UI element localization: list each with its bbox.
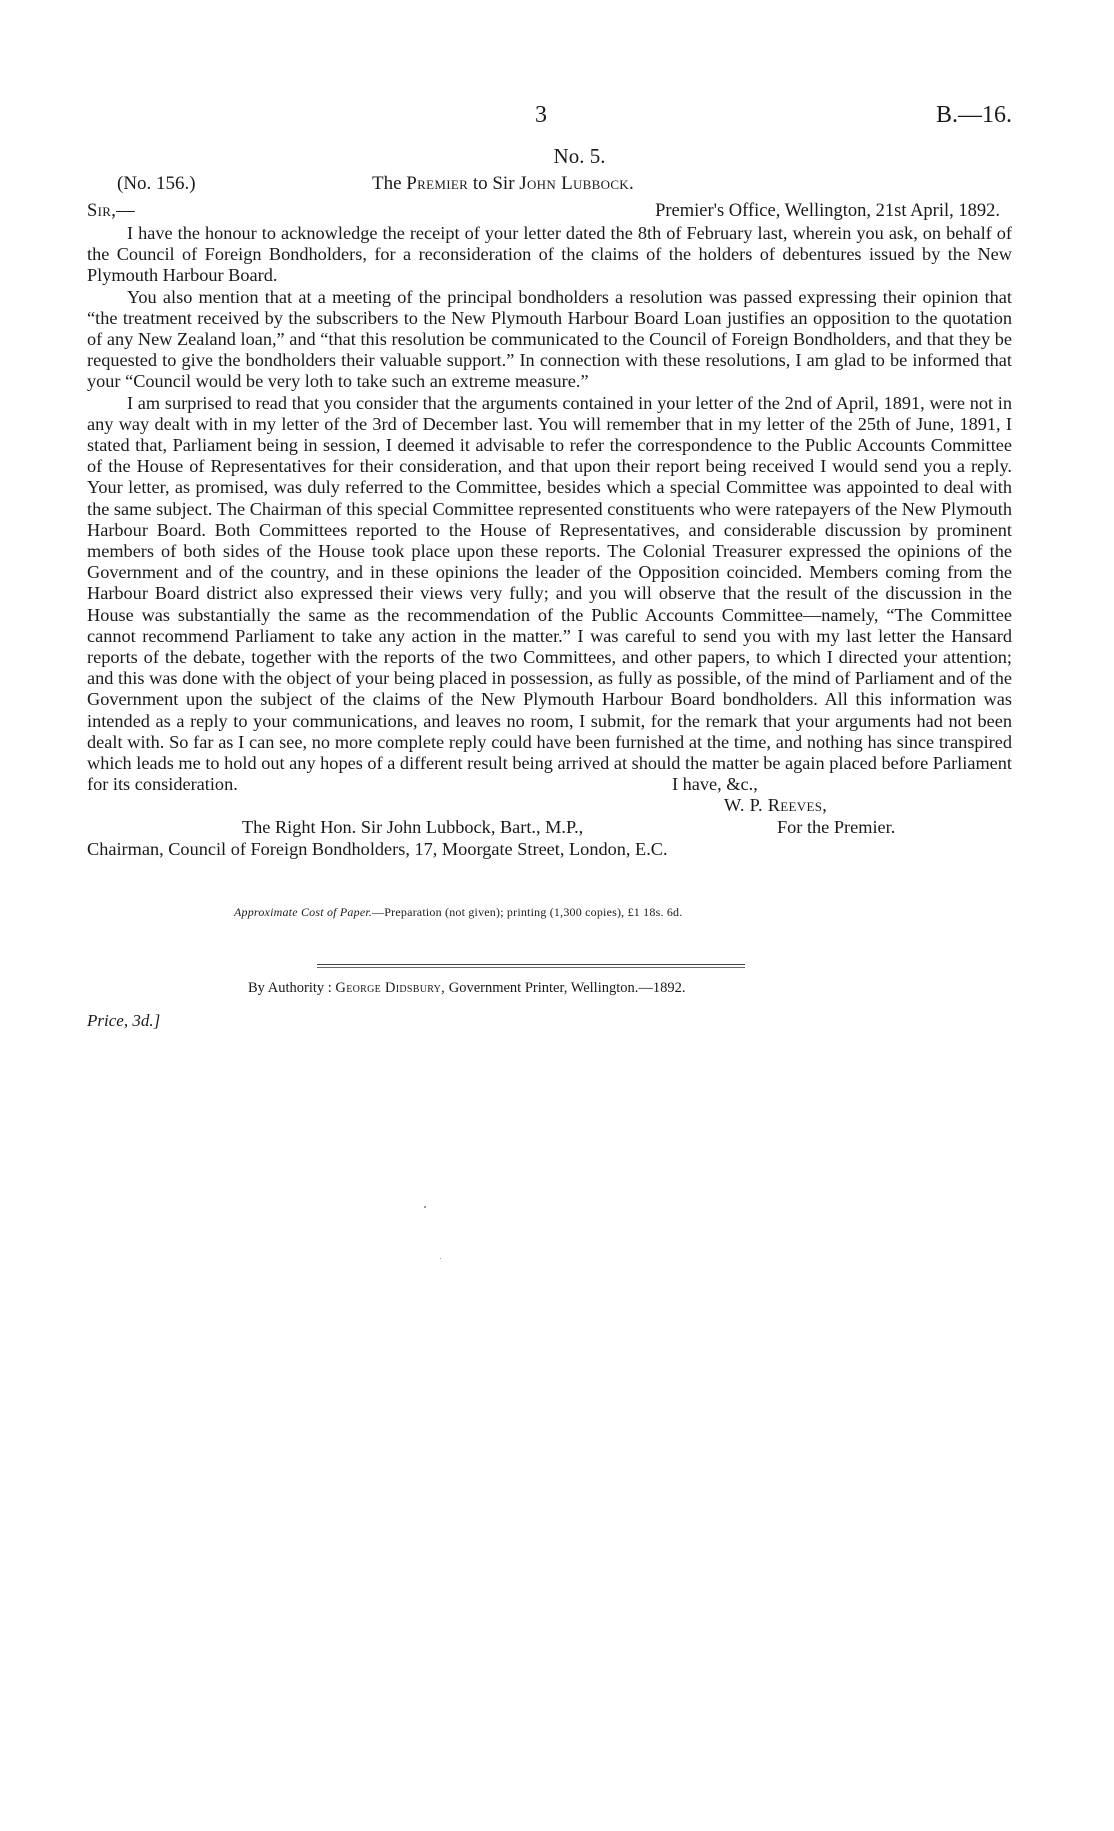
title-to: John Lubbock.	[519, 173, 635, 194]
page-header	[87, 100, 1012, 140]
paper-speck	[424, 1206, 426, 1208]
cost-note	[234, 905, 1012, 920]
paragraph: I am surprised to read that you consider that the arguments contained in your letter of the 2nd of April, 1891, were not in any way dealt with in my letter of the 3rd of December last. You will remember that in my letter of the 25th of June, 1891, I stated that, Parliament being in session, I deemed it advisable to refer the correspondence to the Public Accounts Committee of the House of Representatives for their consideration, and that upon their report being received I would send you a reply. Your letter, as promised, was duly referred to the Committee, besides which a special Committee was appointed to deal with the same subject. The Chairman of this special Committee represented constituents who were ratepayers of the New Plymouth Harbour Board. Both Committees reported to the House of Representatives, and considerable discussion by prominent members of both sides of the House took place upon these reports. The Colonial Treasurer expressed the opinions of the Government and of the country, and in these opinions the leader of the Opposition coincided. Members coming from the Harbour Board district also expressed their views very fully; and you will observe that the result of the discussion in the House was substantially the same as the recommendation of the Public Accounts Committee—namely, “The Committee cannot recommend Parliament to take any action in the matter.” I was careful to send you with my last letter the Hansard reports of the debate, together with the reports of the two Committees, and other papers, to which I directed your attention; and this was done with the object of your being placed in possession, as fully as possible, of the mind of Parliament and of the Government upon the subject of the claims of the New Plymouth Harbour Board bondholders. All this information was intended as a reply to your communications, and leaves no room, I submit, for the remark that your arguments had not been dealt with. So far as I can see, no more complete reply could have been furnished at the time, and nothing has since transpired which leads me to hold out any hopes of a different result being arrived at should the matter be again placed before Parliament for its consideration.	[87, 392, 1012, 795]
paragraph: I have the honour to acknowledge the receipt of your letter dated the 8th of February last, wherein you ask, on behalf of the Council of Foreign Bondholders, for a reconsideration of the claims of the holders of debentures issued by the New Plymouth Harbour Board.	[87, 223, 1012, 286]
salutation-row	[87, 201, 1012, 223]
authority-suffix: Government Printer, Wellington.—1892.	[448, 980, 686, 997]
paragraph: You also mention that at a meeting of the principal bondholders a resolution was passed expressing their opinion that “the treatment received by the subscribers to the New Plymouth Harbour Board Loan justifies an opposition to the quotation of any New Zealand loan,” and “that this resolution be communicated to the Council of Foreign Bondholders, and that they be requested to give the bondholders their valuable support.” In connection with these resolutions, I am glad to be informed that your “Council would be very loth to take such an extreme measure.”	[87, 286, 1012, 392]
letter-title	[372, 173, 634, 195]
cost-label: Approximate Cost of Paper.	[234, 905, 373, 920]
salutation: Sir,—	[87, 201, 135, 221]
letter-closing	[87, 774, 1012, 883]
document-reference: B.—16.	[935, 102, 1012, 128]
document-number: No. 5.	[553, 144, 606, 168]
authority-prefix: By Authority :	[248, 980, 332, 997]
title-to-prefix: to Sir	[472, 173, 515, 194]
title-from: Premier	[406, 173, 469, 194]
letter-body	[87, 223, 1012, 795]
title-prefix: The	[372, 173, 402, 194]
paper-speck	[440, 1258, 441, 1259]
letter-number: (No. 156.)	[117, 173, 196, 194]
cost-text: —Preparation (not given); printing (1,300 copies), £1 18s. 6d.	[372, 905, 683, 920]
divider-rule	[317, 964, 745, 968]
signature: W. P. Reeves,	[724, 795, 828, 816]
letter-heading	[87, 173, 1012, 199]
page-number: 3	[535, 102, 547, 128]
printer-name: George Didsbury,	[335, 980, 446, 997]
for-premier: For the Premier.	[777, 817, 896, 838]
page-content	[87, 100, 1012, 1031]
printer-authority	[248, 980, 1012, 997]
addressee-line-1: The Right Hon. Sir John Lubbock, Bart., M.P.,	[242, 817, 584, 838]
address-date: Premier's Office, Wellington, 21st April, 1892.	[655, 201, 1000, 221]
addressee-line-2: Chairman, Council of Foreign Bondholders, 17, Moorgate Street, London, E.C.	[87, 839, 668, 860]
price: Price, 3d.]	[87, 1011, 161, 1031]
sign-off: I have, &c.,	[672, 774, 758, 795]
